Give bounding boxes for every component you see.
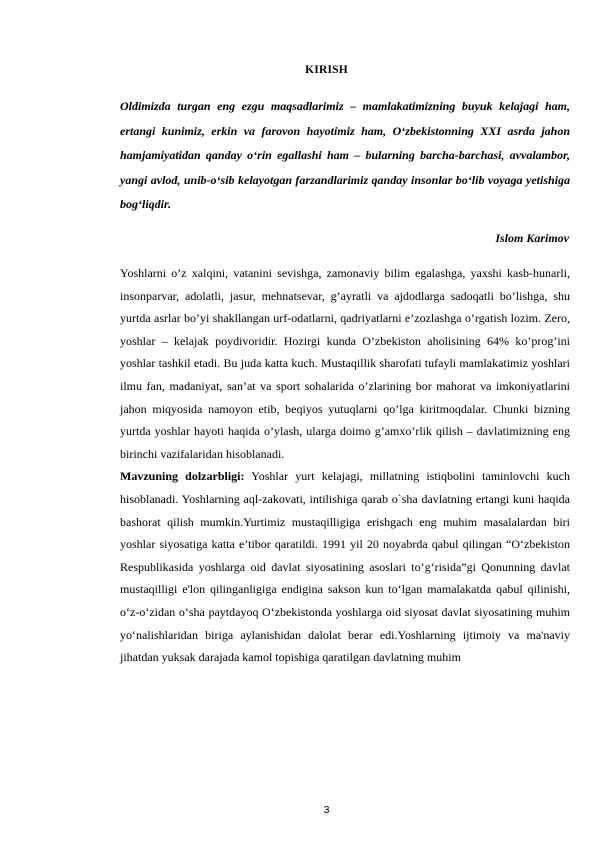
paragraph-intro xyxy=(120,262,570,465)
section-heading: KIRISH xyxy=(305,64,348,76)
epigraph-author: Islom Karimov xyxy=(495,231,569,245)
paragraph-relevance-lead: Mavzuning dolzarbligi: xyxy=(120,469,245,484)
body-text xyxy=(120,262,570,669)
paragraph-relevance xyxy=(120,465,570,668)
paragraph-intro-text: Yoshlarni o’z xalqini, vatanini sevishga, zamonaviy bilim egalashga, yaxshi kasb-hunarli, insonparvar, adolatli, jasur, mehnatsevar, g’ayratli va ajdodlarga sadoqatli bo’lishga, shu yurtda asrlar bo’yi shakllangan urf-odatlarni, qadriyatlarni e’zozlashga o’rgatish lozim. Zero, yoshlar – kelajak poydivoridir. Hozirgi kunda O’zbekiston aholisining 64% ko’prog’ini yoshlar tashkil etadi. Bu juda katta kuch. Mustaqillik sharofati tufayli mamlakatimiz yoshlari ilmu fan, madaniyat, san’at va sport sohalarida o’zlarining bor mahorat va imkoniyatlarini jahon miqyosida namoyon etib, beqiyos yutuqlarni qo’lga kiritmoqdalar. Chunki bizning yurtda yoshlar hayoti haqida o’ylash, ularga doimo g’amxo’rlik qilish – davlatimizning eng birinchi vazifalaridan hisoblanadi. xyxy=(120,266,570,461)
epigraph xyxy=(120,94,570,217)
epigraph-text: Oldimizda turgan eng ezgu maqsadlarimiz – mamlakatimizning buyuk kelajagi ham, ertangi kunimiz, erkin va farovon hayotimiz ham, O‘zbekistonning XXI asrda jahon hamjamiyatidan qanday o‘rin egallashi ham – bularning barcha-barchasi, avvalambor, yangi avlod, unib-o‘sib kelayotgan farzandlarimiz qanday insonlar bo‘lib voyaga yetishiga bog‘liqdir. xyxy=(120,99,570,211)
page-number: 3 xyxy=(323,804,330,816)
paragraph-relevance-text: Yoshlar yurt kelajagi, millatning istiqbolini taminlovchi kuch hisoblanadi. Yoshlarning aql-zakovati, intilishiga qarab o`sha davlatning ertangi kuni haqida bashorat qilish mumkin.Yurtimiz mustaqilligiga erishgach eng muhim masalalardan biri yoshlar siyosatiga katta e’tibor qaratildi. 1991 yil 20 noyabrda qabul qilingan “O‘zbekiston Respublikasida yoshlarga oid davlat siyosatining asoslari to‘g‘risida”gi Qonunning davlat mustaqilligi e'lon qilinganligiga endigina sakson kun to‘lgan mamalakatda qabul qilinishi, o‘z-o‘zidan o‘sha paytdayoq O‘zbekistonda yoshlarga oid siyosat davlat siyosatining muhim yo‘nalishlaridan biriga aylanishidan dalolat berar edi.Yoshlarning ijtimoiy va ma'naviy jihatdan yuksak darajada kamol topishiga qaratilgan davlatning muhim xyxy=(120,469,570,665)
